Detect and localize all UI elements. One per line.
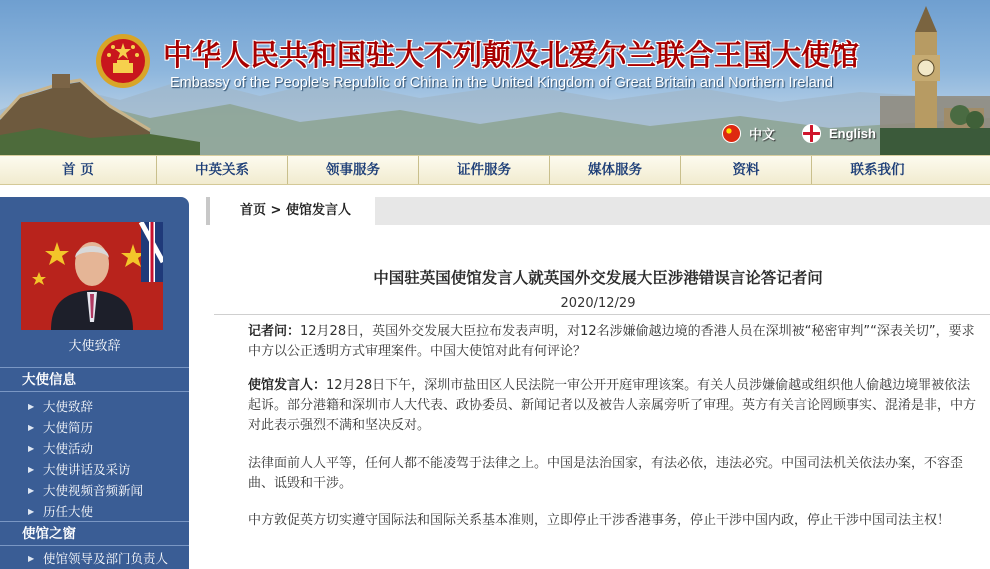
article-paragraph-3: 法律面前人人平等，任何人都不能凌驾于法律之上。中国是法治国家，有法必依，违法必究。中国司法机关依法办案，不容歪曲、诋毁和干涉。 <box>248 456 964 491</box>
nav-item-home[interactable]: 首 页 <box>0 156 157 184</box>
breadcrumb-separator: > <box>270 203 282 218</box>
breadcrumb-current-link[interactable]: 使馆发言人 <box>285 203 351 218</box>
sidebar-section-ambassador <box>0 367 189 522</box>
lang-switch-chinese[interactable] <box>722 122 775 144</box>
china-flag-icon <box>722 124 741 143</box>
chevron-right-icon: ▶ <box>28 554 35 563</box>
article-paragraph-2 <box>248 376 982 436</box>
sidebar-heading-ambassador-info[interactable]: 大使信息 <box>0 367 189 392</box>
paragraph-text: 12月28日下午，深圳市盐田区人民法院一审公开开庭审理该案。有关人员涉嫌偷越或组织他人偷越边境罪被依法起诉。部分港籍和深圳市人大代表、政协委员、新闻记者以及被告人亲属旁听了审理。英方有关言论罔顾事实、混淆是非，中方对此表示强烈不满和坚决反对。 <box>248 378 977 433</box>
uk-flag-icon <box>802 124 821 143</box>
reporter-question-label: 记者问： <box>248 324 301 339</box>
nav-item-media-services[interactable]: 媒体服务 <box>550 156 681 184</box>
lang-zh-label: 中文 <box>749 127 776 143</box>
chevron-right-icon: ▶ <box>28 423 35 432</box>
nav-item-resources[interactable]: 资料 <box>681 156 812 184</box>
sidebar-item-label: 大使简历 <box>43 420 94 435</box>
ambassador-caption-link[interactable]: 大使致辞 <box>68 339 121 354</box>
sidebar-item-ambassador-message[interactable] <box>0 396 189 417</box>
nav-item-contact-us[interactable]: 联系我们 <box>850 162 905 178</box>
nav-item-china-uk-relations[interactable]: 中英关系 <box>157 156 288 184</box>
chevron-right-icon: ▶ <box>28 402 35 411</box>
sidebar-heading-embassy-window[interactable]: 使馆之窗 <box>0 521 189 546</box>
site-title-chinese: 中华人民共和国驻大不列颠及北爱尔兰联合王国大使馆 <box>163 38 860 72</box>
sidebar-item-label: 大使讲话及采访 <box>43 462 131 477</box>
site-title-english: Embassy of the People's Republic of China in the United Kingdom of Great Britain and Northern Ireland <box>170 75 833 91</box>
breadcrumb <box>210 197 375 225</box>
article-paragraph-1 <box>248 322 982 362</box>
sidebar-section-embassy-window <box>0 521 189 569</box>
header-banner <box>0 0 990 155</box>
nav-item-consular-services[interactable]: 领事服务 <box>288 156 419 184</box>
national-emblem-icon <box>95 33 151 89</box>
paragraph-text: 12月28日，英国外交发展大臣拉布发表声明，对12名涉嫌偷越边境的香港人员在深圳被“秘密审判”“深表关切”，要求中方以公正透明方式审理案件。中国大使馆对此有何评论？ <box>248 324 975 359</box>
lang-en-label: English <box>829 125 876 141</box>
lang-switch-english[interactable] <box>802 122 876 144</box>
nav-spacer <box>0 185 990 197</box>
main-nav <box>0 155 990 185</box>
chevron-right-icon: ▶ <box>28 444 35 453</box>
watchtower-shape <box>52 74 70 88</box>
breadcrumb-home-link[interactable]: 首页 <box>240 203 267 218</box>
article-title: 中国驻英国使馆发言人就英国外交发展大臣涉港错误言论答记者问 <box>373 269 823 287</box>
sidebar-item-embassy-leaders[interactable] <box>0 548 189 569</box>
sidebar-item-label: 大使致辞 <box>43 399 94 414</box>
sidebar-item-ambassador-activities[interactable] <box>0 438 189 459</box>
chevron-right-icon: ▶ <box>28 507 35 516</box>
spokesperson-label: 使馆发言人： <box>248 378 327 393</box>
sidebar-item-former-ambassadors[interactable] <box>0 501 189 522</box>
sidebar-item-video-audio-news[interactable] <box>0 480 189 501</box>
sidebar-item-ambassador-bio[interactable] <box>0 417 189 438</box>
nav-item-document-services[interactable]: 证件服务 <box>419 156 550 184</box>
article-divider <box>214 314 990 315</box>
ambassador-portrait[interactable] <box>21 222 163 330</box>
chevron-right-icon: ▶ <box>28 465 35 474</box>
article-date: 2020/12/29 <box>560 296 636 311</box>
sidebar <box>0 197 189 569</box>
sidebar-item-label: 使馆领导及部门负责人 <box>43 551 169 566</box>
chevron-right-icon: ▶ <box>28 486 35 495</box>
sidebar-item-label: 大使活动 <box>43 441 94 456</box>
sidebar-item-speeches-interviews[interactable] <box>0 459 189 480</box>
article-paragraph-4: 中方敦促英方切实遵守国际法和国际关系基本准则，立即停止干涉香港事务，停止干涉中国内政，停止干涉中国司法主权！ <box>248 513 951 528</box>
sidebar-item-label: 历任大使 <box>43 504 94 519</box>
breadcrumb-bar <box>206 197 990 225</box>
sidebar-item-label: 大使视频音频新闻 <box>43 483 144 498</box>
